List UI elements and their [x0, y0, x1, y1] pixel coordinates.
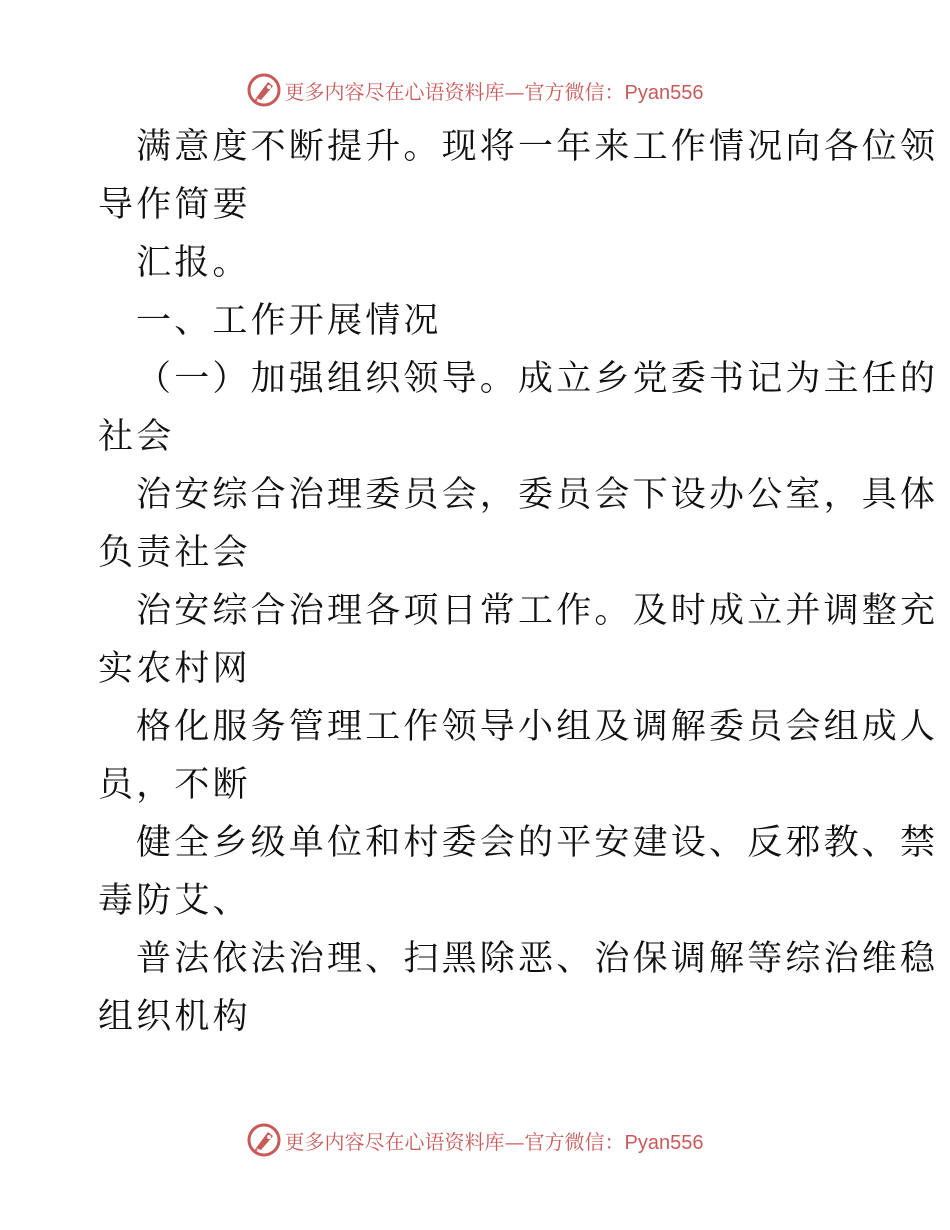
text-line: 汇报。 [136, 243, 251, 283]
text-line: 导作简要 [98, 185, 251, 225]
text-line: 治安综合治理委员会，委员会下设办公室，具体 [136, 475, 939, 515]
header-watermark [0, 70, 950, 110]
text-line: 治安综合治理各项日常工作。及时成立并调整充 [136, 591, 939, 631]
text-line: （一）加强组织领导。成立乡党委书记为主任的 [136, 359, 939, 399]
text-line: 负责社会 [98, 533, 251, 573]
footer-watermark-text: 更多内容尽在心语资料库—官方微信：Pyan556 [284, 1129, 704, 1154]
text-line: 格化服务管理工作领导小组及调解委员会组成人 [136, 707, 939, 747]
text-line: 组织机构 [98, 997, 251, 1037]
text-line: 毒防艾、 [98, 881, 251, 921]
footer-watermark-id: Pyan556 [624, 1131, 704, 1154]
document-body [98, 118, 939, 1046]
text-line: 实农村网 [98, 649, 251, 689]
pen-logo-icon [247, 73, 281, 107]
text-line: 满意度不断提升。现将一年来工作情况向各位领 [136, 127, 939, 167]
header-watermark-text: 更多内容尽在心语资料库—官方微信：Pyan556 [284, 79, 704, 104]
text-line: 健全乡级单位和村委会的平安建设、反邪教、禁 [136, 823, 939, 863]
footer-watermark [0, 1120, 950, 1160]
text-line: 普法依法治理、扫黑除恶、治保调解等综治维稳 [136, 939, 939, 979]
section-heading: 一、工作开展情况 [136, 301, 442, 341]
text-line: 社会 [98, 417, 175, 457]
text-line: 员，不断 [98, 765, 251, 805]
header-watermark-id: Pyan556 [624, 81, 704, 104]
pen-logo-icon [247, 1123, 281, 1157]
